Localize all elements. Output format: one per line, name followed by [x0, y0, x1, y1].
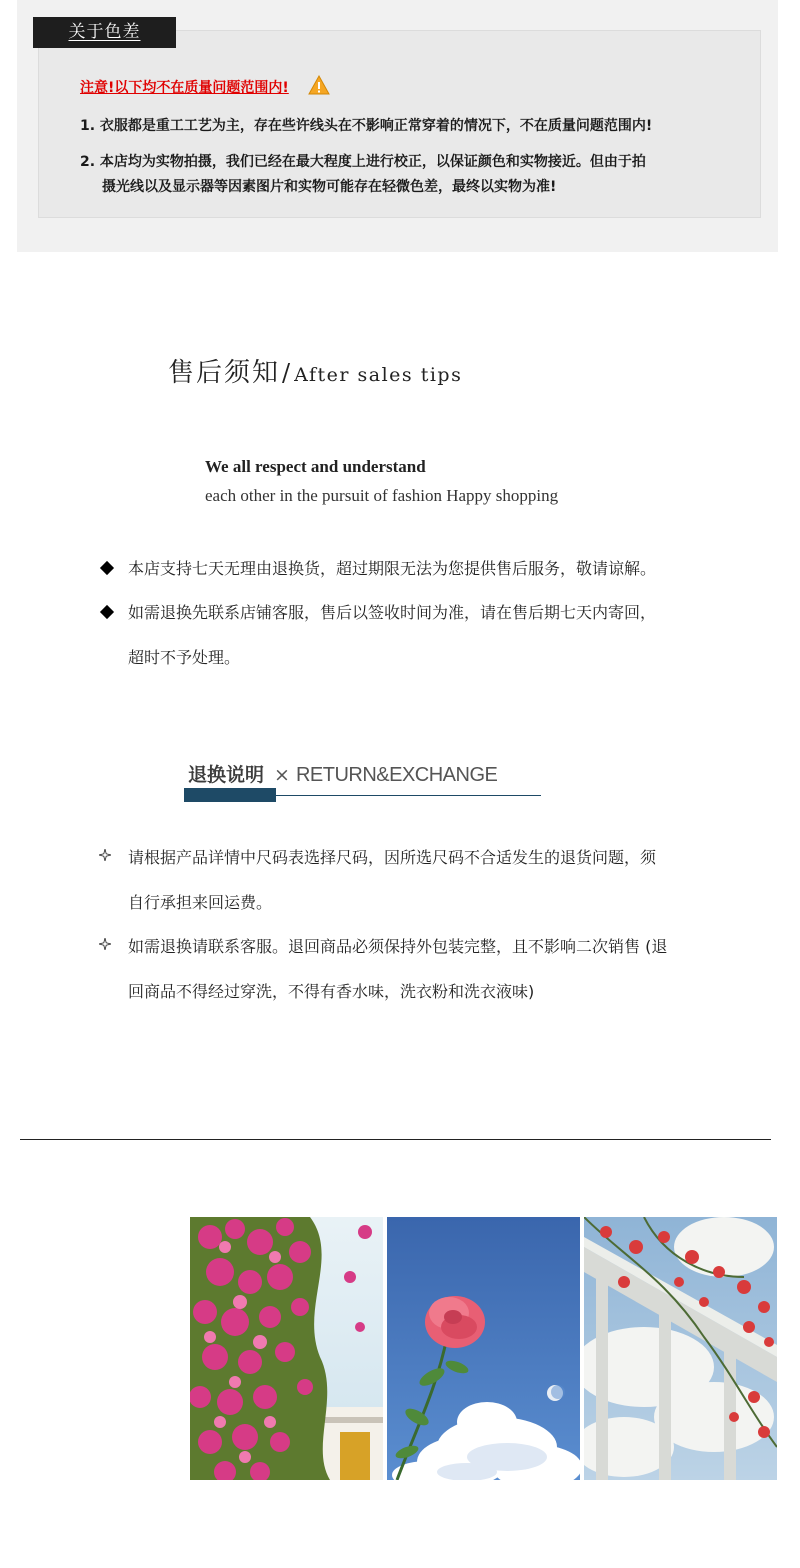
photo-railing-flowers [584, 1217, 777, 1480]
return-item-1: 请根据产品详情中尺码表选择尺码，因所选尺码不合适发生的退货问题，须 [128, 848, 657, 867]
photo-bougainvillea [190, 1217, 383, 1480]
after-sales-title-sep: / [282, 359, 291, 387]
after-sales-title-cn: 售后须知 [168, 358, 281, 388]
notice-item-2: 2. 本店均为实物拍摄，我们已经在最大程度上进行校正，以保证颜色和实物接近。但由于拍 [80, 154, 646, 170]
color-notice-title: 关于色差 [68, 22, 141, 42]
diamond-bullet-icon [100, 605, 114, 619]
after-sales-item-2-cont: 超时不予处理。 [128, 648, 241, 667]
return-title-en: RETURN&EXCHANGE [295, 764, 498, 786]
diamond-bullet-icon [100, 561, 114, 575]
return-title-underline [276, 795, 541, 796]
notice-warning-text: 注意!以下均不在质量问题范围内! [80, 80, 289, 96]
return-exchange-title [188, 760, 497, 787]
notice-item-2-cont: 摄光线以及显示器等因素图片和实物可能存在轻微色差，最终以实物为准! [102, 179, 557, 195]
after-sales-item-1: 本店支持七天无理由退换货，超过期限无法为您提供售后服务，敬请谅解。 [128, 559, 657, 578]
return-item-2: 如需退换请联系客服。退回商品必须保持外包装完整，且不影响二次销售 (退 [128, 937, 668, 956]
tagline-line-1: We all respect and understand [205, 457, 426, 476]
notice-item-1: 1. 衣服都是重工工艺为主，存在些许线头在不影响正常穿着的情况下，不在质量问题范围内! [80, 118, 653, 134]
after-sales-item-2: 如需退换先联系店铺客服，售后以签收时间为准，请在售后期七天内寄回， [128, 603, 657, 622]
section-divider [20, 1139, 771, 1140]
warning-triangle-icon [308, 75, 330, 95]
sparkle-bullet-icon [99, 938, 111, 950]
photo-rose-moon [387, 1217, 580, 1480]
return-title-cn: 退换说明 [188, 764, 265, 786]
return-item-2-cont: 回商品不得经过穿洗，不得有香水味，洗衣粉和洗衣液味) [128, 982, 535, 1001]
after-sales-title [168, 352, 462, 389]
return-item-1-cont: 自行承担来回运费。 [128, 893, 273, 912]
sparkle-bullet-icon [99, 849, 111, 861]
after-sales-title-en: After sales tips [294, 364, 463, 386]
return-title-x: × [274, 764, 290, 786]
tagline-line-2: each other in the pursuit of fashion Happy shopping [205, 486, 559, 505]
return-title-bar [184, 788, 276, 802]
